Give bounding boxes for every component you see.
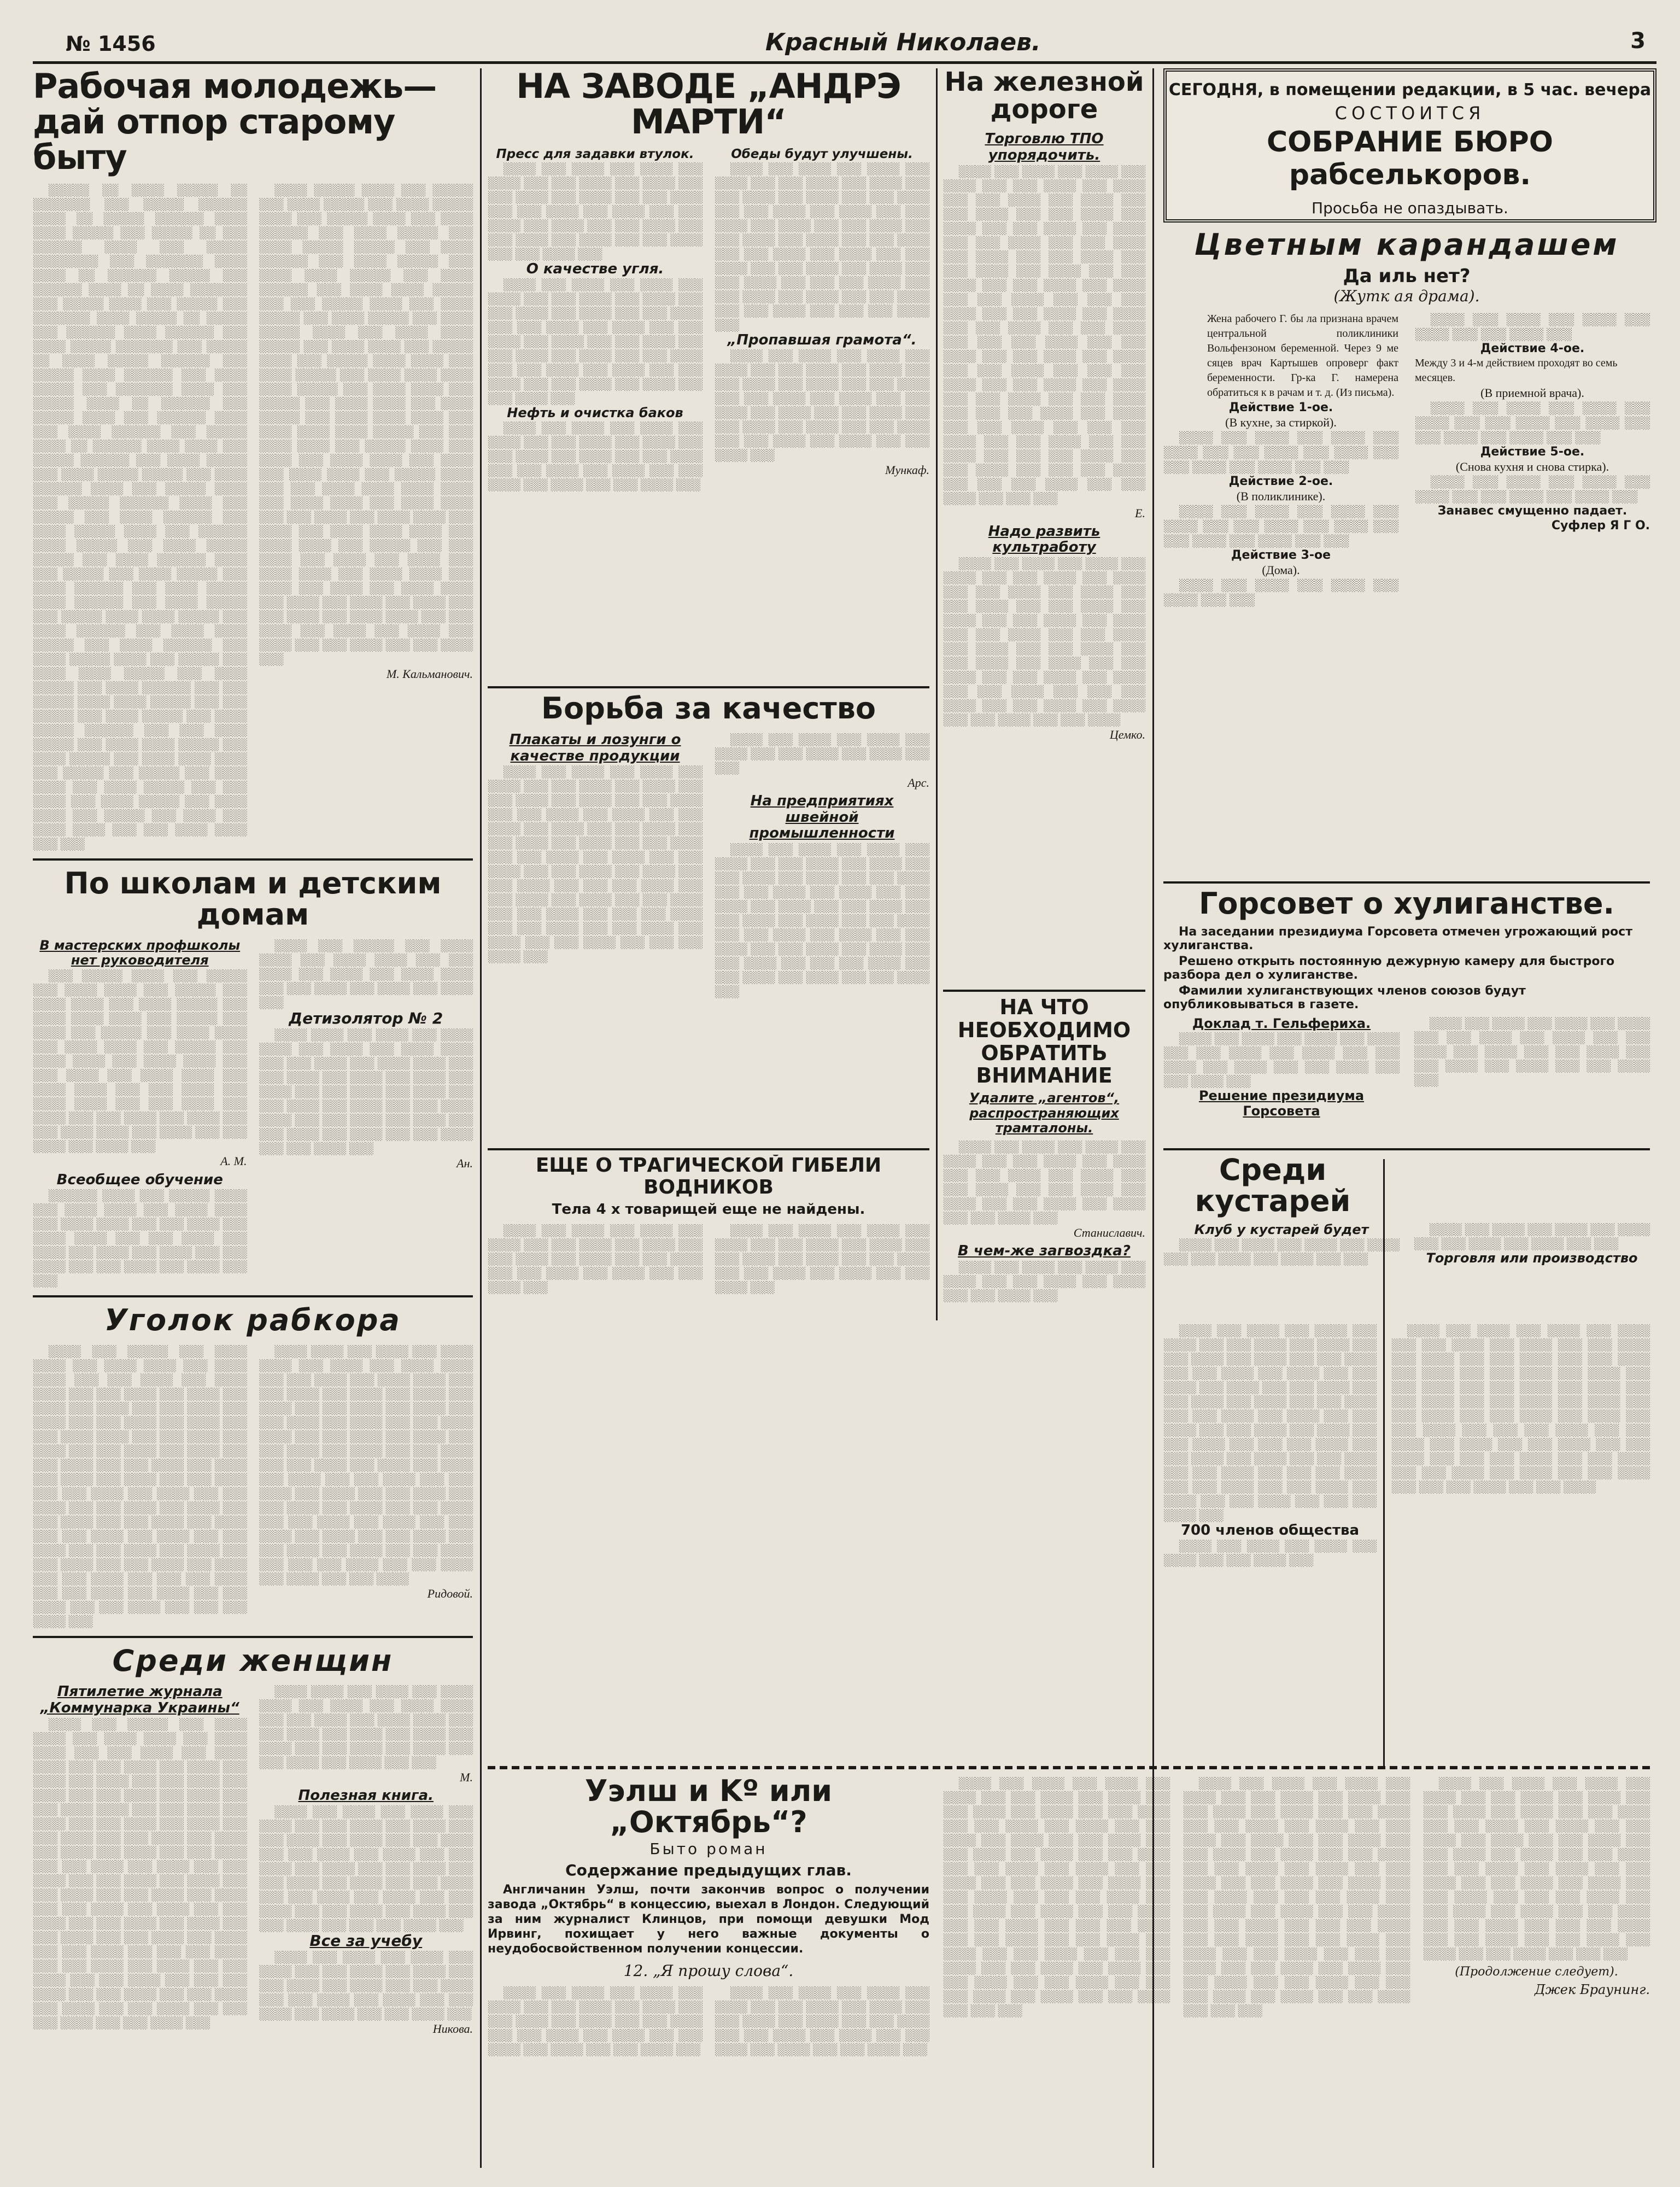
marti-subhead: О качестве угля. [526, 261, 664, 278]
article-text: ░░░░ ░░░░ ░░░ ░░░░ ░░░ ░░░░ ░░░░ ░░░ ░░░░ ░░░ ░░░░ ░░░░ ░░░ ░░░ ░░░░ ░░░ ░░░░ ░░░░ ░░░ ░░░ ░░░░ ░░░ ░░░░ ░░░ ░░░░ ░░░ ░░░░ ░░░ ░░░ ░░░░ ░░░ ░░░░ ░░░ ░░░ ░░░░ ░░░ ░░░░ ░░░ ░░░ [259, 1685, 473, 1769]
article-text: ░░░░ ░░░ ░░░░ ░░░ ░░░░ ░░░ ░░░░ ░░░ ░░░ ░░░░ ░░░ ░░░░ ░░░ ░░░ ░░░░ ░░░ ░░░░ ░░░ ░░░ ░░░░ ░░░ ░░░ ░░░░ ░░░ ░░░░ ░░░ ░░░ ░░░░ ░░░ ░░░░ ░░░ ░░░ ░░░░ ░░░ [943, 1139, 1145, 1224]
play-dialogue: ░░░░ ░░░ ░░░░ ░░░ ░░░░ ░░░ ░░░░ ░░░ ░░░ [1163, 577, 1398, 606]
article-text: ░░░░ ░░░ ░░░░ ░░░ ░░░░ ░░░ ░░░░ ░░░ ░░░ ░░░░ ░░░ ░░░░ ░░░ ░░░ ░░░░ ░░░ ░░░░ ░░░ ░░░ ░░░░ ░░░ ░░░ ░░░░ ░░░ ░░░░ ░░░ ░░░ ░░░░ ░░░ ░░░░ ░░░ ░░░ ░░░░ ░░░ ░░░ ░░░░ ░░░ ░░░░ ░░░ ░░░ ░░░░ ░░░ ░░░ ░░░░ ░░░ ░░░░ ░░░ ░░░ ░░░░ ░░░ ░░░ ░░░░ ░░░ ░░░░ ░░░ ░░░ ░░░░ ░░░ ░░░ ░░░ ░░░░ ░░░ ░░░ ░░░░ ░░░ ░░░░ ░░░ ░░░ ░░░░ ░░░ ░░░ ░░░░ [943, 557, 1145, 727]
play-intro: Жена рабочего Г. бы ла признана врачем центральной поликлиники Вольфензоном беременной. Через 9 ме сяцев врач Картышев опроверг факт беременности. Гр-ка Г. намерена обратиться к в рачам и т. д. (Из письма). [1207, 312, 1398, 399]
masthead [33, 28, 1656, 64]
article-text: ░░░░ ░░░ ░░░░ ░░░ ░░░░ ░░░ ░░░░ ░░░ ░░░ ░░░░ ░░░ ░░░░ ░░░ ░░░ ░░░░ ░░░ [943, 1260, 1145, 1302]
kustari-subhead: Клуб у кустарей будет [1194, 1222, 1369, 1238]
signature: Ридовой. [427, 1586, 473, 1600]
section-rule [1163, 1148, 1650, 1150]
article-text: ░░░ ░░░░░ ░░░░ ░░░ ░░░░░ ░░░ ░░░░ ░░░░ ░░░ ░░░░░ ░░░ ░░░░ ░░░░ ░░░ ░░░░ ░░░░░ ░░░ ░░░░ ░░░░ ░░░░ ░░░ ░░░░░ ░░░ ░░░░ ░░░ ░░░░░ ░░░ ░░░░ ░░░░ ░░░ ░░░░ ░░░░ ░░░ ░░░░░ ░░░ ░░░░ ░░░░ ░░░ ░░░░ ░░░░ ░░░ ░░░ ░░░░ ░░░ ░░░░ ░░░░ ░░░ ░░░░ ░░░░ ░░░ ░░░ ░░░░ ░░░ ░░░░ ░░░░ ░░░ ░░░ ░░░░ ░░░ ░░░░ ░░░ ░░░ ░░░░ ░░░ ░░░░ ░░░ ░░░ ░░░░ ░░░░ ░░░ ░░░░ ░░░ ░░░ ░░░░ ░░░ ░░░░ ░░░ [33, 968, 247, 1153]
play-dialogue: ░░░░ ░░░ ░░░░ ░░░ ░░░░ ░░░ ░░░░ ░░░ ░░░ ░░░░ ░░░ ░░░░ ░░░ ░░░ ░░░░ ░░░ ░░░░ ░░░ ░░░ [1163, 504, 1398, 547]
women-subhead: Все за учебу [309, 1932, 423, 1950]
gorsovet-article [1163, 888, 1650, 1145]
article-text: ░░░░ ░░░░ ░░░ ░░░░ ░░░ ░░░░ ░░░░ ░░░ ░░░░ ░░░ ░░░░ ░░░░ ░░░ ░░░ ░░░░ ░░░ ░░░░ ░░░░ ░░░ ░░░ ░░░░ ░░░ ░░░░ ░░░ ░░░░ ░░░ ░░░░ ░░░ ░░░ ░░░░ ░░░ ░░░░ ░░░ ░░░ ░░░░ ░░░ ░░░░ ░░░ ░░░ ░░░░ ░░░░ ░░░ ░░░ ░░░░ ░░░ ░░░░ ░░░ ░░░ ░░░░ ░░░ ░░░░ ░░░ ░░░ ░░░░ ░░░ ░░░ ░░░░ ░░░ ░░░░ ░░░ ░░░░ ░░░ ░░░░ ░░░ ░░░ ░░░░ ░░░ ░░░ ░░░░ ░░░ ░░░░ ░░░ ░░░ ░░░░ ░░░ ░░░ ░░░░ ░░░ ░░░░ ░░░ ░░░ ░░░░ ░░░ ░░░ ░░░░ ░░░ ░░░░ ░░░ ░░░ ░░░░ ░░░ ░░░░ ░░░ ░░░ ░░░░ ░░░ ░░░ ░░░░ ░░░ ░░░░ ░░░ ░░░ ░░░░ ░░░ ░░░ ░░░ ░░░░ ░░░ ░░░ ░░░░ ░░░ ░░░░ ░░░ ░░░ ░░░░ [259, 1344, 473, 1585]
article-text: ░░░░ ░░░ ░░░░ ░░░ ░░░░ ░░░ ░░░░ ░░░ ░░░ ░░░░ ░░░ ░░░░ ░░░ ░░░ [715, 732, 929, 774]
schools-subhead: В мастерских профшколы нет руководителя [39, 937, 241, 968]
kustari-headline: Среди кустарей [1195, 1155, 1351, 1218]
kustari-right [1391, 1323, 1650, 1711]
pencil-feuilleton [1163, 230, 1650, 880]
gorsovet-headline: Горсовет о хулиганстве. [1198, 888, 1615, 921]
article-text: ░░░░ ░░░ ░░░░░ ░░░ ░░░░ ░░░░ ░░░ ░░░░ ░░░░ ░░░ ░░░░ ░░░░ ░░░ ░░░ ░░░░ ░░░ ░░░░ ░░░░ ░░░ ░░░ ░░░░ ░░░ ░░░░ ░░░ ░░░░ ░░░ ░░░░ ░░░ ░░░ ░░░░ ░░░ ░░░░ ░░░ ░░░ ░░░░ ░░░ ░░░░ ░░░ ░░░ ░░░░ ░░░░ ░░░ ░░░ ░░░░ ░░░ ░░░░ ░░░ ░░░ ░░░░ ░░░ ░░░░ ░░░ ░░░ ░░░░ ░░░ ░░░ ░░░░ ░░░ ░░░░ ░░░ ░░░░ ░░░ ░░░░ ░░░ ░░░ ░░░░ ░░░ ░░░ ░░░░ ░░░ ░░░░ ░░░ ░░░ ░░░░ ░░░ ░░░ ░░░░ ░░░ ░░░░ ░░░ ░░░ ░░░░ ░░░ ░░░ ░░░░ ░░░ ░░░░ ░░░ ░░░ ░░░░ ░░░ ░░░░ ░░░ ░░░ ░░░░ ░░░ ░░░ ░░░░ ░░░ ░░░░ ░░░ ░░░ ░░░░ ░░░ ░░░ ░░░░ ░░░ ░░░░ ░░░ ░░░ ░░░░ ░░░ ░░░ ░░░ ░░░░ ░░░ ░░░ ░░░░ ░░░ ░░░░ ░░░ ░░░ ░░░░ ░░░ ░░░ ░░░░ ░░░ ░░░ ░░░ ░░░░ ░░░ ░░░ ░░░░ ░░░ ░░░ ░░░░ ░░░ ░░░░ ░░░ ░░░ ░░░░ ░░░ ░░░ ░░░ ░░░░ ░░░ ░░░ ░░░░ ░░░ [33, 1717, 247, 2029]
schools-headline: По школам и детским домам [64, 866, 442, 932]
schools-subhead: Всеобщее обучение [56, 1171, 223, 1188]
pencil-headline: Цветным карандашем [1194, 230, 1619, 262]
play-act: Действие 5-ое. [1480, 445, 1585, 459]
article-text: ░░░░ ░░░ ░░░░ ░░░ ░░░░ ░░░ ░░░░ ░░░ ░░░ ░░░░ ░░░ ░░░░ ░░░ ░░░ ░░░░ ░░░ ░░░░ ░░░ ░░░ ░░░░ ░░░ ░░░ ░░░░ ░░░ ░░░░ ░░░ ░░░ ░░░░ ░░░ ░░░░ ░░░ ░░░ ░░░░ ░░░ [259, 1950, 473, 2021]
play-dialogue: ░░░░ ░░░ ░░░░ ░░░ ░░░░ ░░░ ░░░░ ░░░ ░░░ ░░░░ ░░░ [1415, 312, 1650, 341]
article-text: ░░░░ ░░░░░ ░░░░ ░░░ ░░░░░ ░░░ ░░░░ ░░░░░ ░░░ ░░░░ ░░░░░ ░░░░ ░░░ ░░░░░ ░░░░ ░░░ ░░░░ ░░░░░░ ░░░ ░░░░ ░░░░░ ░░░ ░░░░ ░░░░░ ░░░░░ ░░░ ░░░░ ░░░░░░ ░░░ ░░░░ ░░░░░ ░░░ ░░░░ ░░░░ ░░░░░ ░░░ ░░░░ ░░░░░░ ░░░ ░░░░ ░░░░ ░░░░░ ░░░ ░░░ ░░░░░ ░░░░ ░░░ ░░░░ ░░░░░ ░░░ ░░░░ ░░░░░ ░░░ ░░░░ ░░░░░ ░░░░ ░░░ ░░░░ ░░░░ ░░░░░ ░░░ ░░░░ ░░░░ ░░░ ░░░░░ ░░░░ ░░░ ░░░░░ ░░░░ ░░░░ ░░░ ░░░░ ░░░░░ ░░░ ░░░░ ░░░░ ░░░░ ░░░░ ░░░░░ ░░░ ░░░░ ░░░░ ░░░ ░░░░░ ░░░ ░░░░ ░░░░ ░░░ ░░░░ ░░░░░ ░░░ ░░░░ ░░░░ ░░░░ ░░░ ░░░░ ░░░░ ░░░░ ░░░░░ ░░░ ░░░ ░░░░ ░░░░ ░░░ ░░░░░ ░░░░ ░░░ ░░░░ ░░░ ░░░░ ░░░░ ░░░ ░░░░ ░░░ ░░░░ ░░░░ ░░░ ░░░░░ ░░░░ ░░░ ░░░ ░░░░ ░░░░ ░░░░ ░░░░ ░░░ ░░░░ ░░░░ ░░░ ░░░░ ░░░░ ░░░ ░░░ ░░░░ ░░░ ░░░░ ░░░░ ░░░ ░░░░ ░░░ ░░░░ ░░░░ ░░░░ ░░░ ░░░░ ░░░░ ░░░ ░░░░░ ░░░ ░░░ ░░░░ ░░░ ░░░░ ░░░ ░░░░ ░░░ ░░░░ ░░░░ ░░░ ░░░░ ░░░░ ░░░ ░░░░ ░░░ ░░░░ ░░░ ░░░░ ░░░░ ░░░ ░░░░ ░░░ ░░░░ ░░░ ░░░░ ░░░ ░░░ ░░░░ ░░░ ░░░░ ░░░░ ░░░ ░░░ ░░░░ ░░░ ░░░░ ░░░ ░░░░ ░░░ ░░░░ ░░░ ░░░ ░░░░ ░░░ ░░░ ░░░░ ░░░ [259, 183, 473, 666]
gorsovet-lead: На заседании президиума Горсовета отмечен угрожающий рост хулиганства. [1163, 925, 1632, 952]
play-act-place: (Дома). [1262, 563, 1300, 577]
section-rule [488, 1148, 929, 1150]
article-text: ░░░░ ░░░ ░░░░ ░░░ ░░░░ ░░░ ░░░░ ░░░ ░░░ ░░░░ ░░░ ░░░░ ░░░ ░░░ ░░░░ ░░░ ░░░░ ░░░ ░░░ ░░░░ ░░░ ░░░ ░░░░ ░░░ ░░░░ ░░░ ░░░ ░░░░ ░░░ ░░░░ ░░░ ░░░ ░░░░ ░░░ ░░░ ░░░░ ░░░ ░░░░ ░░░ ░░░ ░░░░ ░░░ ░░░ ░░░░ ░░░ ░░░░ ░░░ ░░░ ░░░░ ░░░ ░░░ ░░░░ ░░░ ░░░░ ░░░ ░░░ ░░░░ ░░░ ░░░ ░░░ ░░░░ ░░░ ░░░ ░░░░ ░░░ ░░░░ ░░░ ░░░ ░░░░ ░░░ ░░░ ░░░░ ░░░ ░░░ ░░░ ░░░░ ░░░ ░░░ ░░░░ ░░░ ░░░ ░░░░ ░░░ ░░░░ ░░░ ░░░ ░░░░ ░░░ ░░░ ░░░ ░░░░ ░░░ ░░░ ░░░░ [1391, 1324, 1650, 1493]
kustari-article [1163, 1155, 1650, 1319]
novel-continued [943, 1776, 1650, 2170]
drowned-headline: ЕЩЕ О ТРАГИЧЕСКОЙ ГИБЕЛИ ВОДНИКОВ [535, 1155, 882, 1198]
quality-headline: Борьба за качество [541, 693, 876, 726]
marti-subhead: Пресс для задавки втулок. [496, 147, 694, 162]
quality-subhead: На предприятиях швейной промышленности [749, 792, 895, 842]
article-text: ░░░░ ░░░ ░░░░ ░░░ ░░░░ ░░░ ░░░░ ░░░ ░░░ ░░░░ ░░░ ░░░░ ░░░ ░░░ ░░░░ ░░░ ░░░░ ░░░ ░░░ ░░░░ ░░░ ░░░ ░░░░ ░░░ ░░░░ ░░░ ░░░ ░░░░ ░░░ ░░░░ ░░░ ░░░ ░░░░ ░░░ [715, 1986, 929, 2056]
article-text: ░░░░ ░░░ ░░░░ ░░░ ░░░░ ░░░ ░░░░ ░░░ ░░░ ░░░░ ░░░ ░░░░ ░░░ ░░░ ░░░░ ░░░ ░░░░ ░░░ ░░░ ░░░░ ░░░ ░░░ ░░░░ ░░░ ░░░░ ░░░ ░░░ ░░░░ ░░░ ░░░░ ░░░ ░░░ ░░░░ ░░░ ░░░ ░░░░ ░░░ ░░░░ ░░░ ░░░ ░░░░ ░░░ ░░░ ░░░░ ░░░ ░░░░ ░░░ ░░░ ░░░░ ░░░ ░░░ ░░░░ ░░░ ░░░░ ░░░ ░░░ ░░░░ ░░░ ░░░ ░░░ ░░░░ ░░░ [259, 1805, 473, 1932]
marti-headline: НА ЗАВОДЕ „АНДРЭ МАРТИ“ [516, 68, 901, 142]
article-text: ░░░░ ░░░ ░░░░ ░░░ ░░░░ ░░░ ░░░░ ░░░ ░░░ ░░░░ ░░░ ░░░░ ░░░ ░░░ ░░░░ ░░░ ░░░░ ░░░ ░░░ ░░░░ ░░░ ░░░ ░░░░ ░░░ ░░░░ ░░░ ░░░ ░░░░ ░░░ ░░░░ ░░░ ░░░ ░░░░ ░░░ ░░░ ░░░░ ░░░ ░░░░ ░░░ ░░░ ░░░░ ░░░ ░░░ ░░░░ ░░░ ░░░░ ░░░ ░░░ ░░░░ ░░░ ░░░ ░░░░ ░░░ ░░░░ ░░░ ░░░ ░░░░ ░░░ [488, 278, 703, 405]
gorsovet-subhead: Фамилии хулиганствующих членов союзов будут опубликовываться в газете. [1163, 984, 1526, 1011]
signature: Никова. [432, 2022, 473, 2036]
novel-chapter: 12. „Я прошу слова“. [623, 1962, 794, 1980]
article-text: ░░░░ ░░░ ░░░░ ░░░ ░░░░ ░░░ ░░░░ ░░░ ░░░ ░░░░ ░░░ ░░░░ ░░░ ░░░ ░░░░ ░░░ ░░░░ ░░░ ░░░ ░░░░ ░░░ ░░░ ░░░░ ░░░ ░░░░ ░░░ ░░░ ░░░░ ░░░ ░░░░ ░░░ ░░░ ░░░░ ░░░ [488, 1986, 703, 2056]
play-act: Действие 3-ое [1231, 548, 1331, 562]
attention-subhead: В чем-же загвоздка? [958, 1242, 1131, 1259]
article-text: ░░░░ ░░░ ░░░░░ ░░░ ░░░░ ░░░░ ░░░ ░░░░ ░░░░ ░░░ ░░░░ ░░░░ ░░░ ░░░ ░░░░ ░░░ ░░░░ ░░░░ ░░░ ░░░ ░░░░ ░░░ ░░░░ ░░░ ░░░░ ░░░ ░░░░ ░░░ ░░░ ░░░░ ░░░ ░░░░ ░░░ ░░░ ░░░░ ░░░ ░░░░ ░░░ ░░░ ░░░░ ░░░░ ░░░ ░░░ ░░░░ ░░░ ░░░░ ░░░ ░░░ ░░░░ ░░░ ░░░░ ░░░ ░░░ ░░░░ ░░░ ░░░ ░░░░ ░░░ ░░░░ ░░░ ░░░░ ░░░ ░░░░ ░░░ ░░░ ░░░░ ░░░ ░░░ ░░░░ ░░░ ░░░░ ░░░ ░░░ ░░░░ ░░░ ░░░ ░░░░ ░░░ ░░░░ ░░░ ░░░ ░░░░ ░░░ ░░░ ░░░░ ░░░ ░░░░ ░░░ ░░░ ░░░░ ░░░ ░░░░ ░░░ ░░░ ░░░░ ░░░ ░░░ ░░░░ ░░░ ░░░░ ░░░ ░░░ ░░░░ ░░░ ░░░ ░░░░ ░░░ ░░░░ ░░░ ░░░ ░░░░ ░░░ ░░░ ░░░ ░░░░ ░░░ ░░░ ░░░░ ░░░ ░░░░ ░░░ ░░░ ░░░░ ░░░ ░░░ ░░░░ ░░░ ░░░ ░░░ ░░░░ ░░░ [33, 1344, 247, 1628]
women-subhead: Полезная книга. [298, 1787, 434, 1804]
notice-line2: СОСТОИТСЯ [1334, 103, 1485, 124]
article-text: ░░░░ ░░░ ░░░░ ░░░ ░░░░ ░░░ ░░░░ ░░░ ░░░ ░░░░ ░░░ ░░░░ ░░░ ░░░ ░░░░ ░░░ ░░░░ ░░░ ░░░ ░░░░ ░░░ ░░░ ░░░░ ░░░ ░░░░ ░░░ ░░░ ░░░░ ░░░ ░░░░ ░░░ ░░░ ░░░░ ░░░ ░░░ ░░░░ ░░░ ░░░░ ░░░ ░░░ ░░░░ ░░░ ░░░ ░░░░ ░░░ ░░░░ ░░░ ░░░ ░░░░ ░░░ [715, 349, 929, 462]
play-act-place: (В кухне, за стиркой). [1225, 415, 1337, 429]
section-rule [488, 686, 929, 688]
kustari-continued [1163, 1323, 1377, 1711]
signature: М. Кальманович. [386, 667, 473, 681]
section-rule [943, 990, 1145, 992]
play-act: Действие 2-ое. [1228, 474, 1333, 488]
marti-subhead: Обеды будут улучшены. [731, 147, 913, 162]
article-text: ░░░░ ░░░ ░░░░ ░░░ ░░░░ ░░░ ░░░░ ░░░ ░░░ ░░░░ ░░░ ░░░░ ░░░ ░░░ [1414, 1223, 1650, 1250]
article-text: ░░░░ ░░░ ░░░░░ ░░░ ░░░░ ░░░░ ░░░ ░░░░ ░░░░ ░░░ ░░░ ░░░░ ░░░ ░░░░ ░░░ ░░░░ ░░░░ ░░░ ░░░ ░░░░ ░░░ ░░░░ ░░░ ░░░░ ░░░ [259, 938, 473, 1009]
signature: Станиславич. [1073, 1225, 1145, 1239]
marti-subhead: Нефть и очистка баков [507, 405, 683, 421]
novel-article [488, 1776, 929, 2170]
signature: Цемко. [1109, 728, 1145, 742]
left-column [33, 68, 473, 2173]
article-text: ░░░░ ░░░ ░░░░ ░░░ ░░░░ ░░░ ░░░░ ░░░ ░░░ ░░░░ ░░░ ░░░░ ░░░ ░░░ ░░░░ ░░░ ░░░░ ░░░ ░░░ ░░░░ ░░░ ░░░ ░░░░ ░░░ [1163, 1031, 1400, 1087]
signature: Арс. [908, 775, 929, 790]
article-text: ░░░░░░ ░░░░ ░░░ ░░░░░ ░░░░ ░░░ ░░░░ ░░░░ ░░░ ░░░░ ░░░░ ░░░ ░░░░ ░░░░ ░░░ ░░░ ░░░░ ░░░ ░░░░ ░░░░ ░░░ ░░░ ░░░░ ░░░ ░░░░ ░░░ ░░░░ ░░░ ░░░░ ░░░ ░░░ ░░░░ ░░░ ░░░ ░░░░ ░░░ ░░░░ ░░░ ░░░ [33, 1188, 247, 1287]
quality-article [488, 693, 929, 1147]
kustari-subhead: Торговля или производство [1426, 1250, 1638, 1266]
drowned-article [488, 1155, 929, 1319]
play-between: Между 3 и 4-м действием проходят во семь месяцев. [1415, 356, 1618, 384]
novel-genre: Быто роман [649, 1840, 768, 1858]
schools-subhead: Детизолятор № 2 [289, 1009, 443, 1027]
quality-subhead: Плакаты и лозунги о качестве продукции [509, 731, 681, 764]
play-prompter: Суфлер Я Г О. [1551, 518, 1650, 533]
play-act-place: (В поликлинике). [1236, 489, 1326, 503]
attention-headline: НА ЧТО НЕОБХОДИМО ОБРАТИТЬ ВНИМАНИЕ [957, 996, 1131, 1088]
column-rule [936, 68, 938, 1320]
issue-number: № 1456 [66, 32, 156, 56]
article-text: ░░░░ ░░░ ░░░░ ░░░ ░░░░ ░░░ ░░░░ ░░░ ░░░ ░░░░ ░░░ ░░░░ ░░░ ░░░ ░░░░ ░░░ ░░░░ ░░░ ░░░ ░░░░ ░░░ ░░░ ░░░░ ░░░ ░░░░ ░░░ ░░░ ░░░░ ░░░ ░░░░ ░░░ ░░░ ░░░░ ░░░ ░░░ ░░░░ ░░░ ░░░░ ░░░ ░░░ ░░░░ ░░░ ░░░ ░░░░ ░░░ ░░░░ ░░░ ░░░ ░░░░ ░░░ ░░░ ░░░░ ░░░ ░░░░ ░░░ ░░░ ░░░░ ░░░ ░░░ ░░░ ░░░░ ░░░ ░░░ ░░░░ ░░░ ░░░░ ░░░ ░░░ ░░░░ ░░░ ░░░ ░░░░ ░░░ ░░░ ░░░ ░░░░ ░░░ ░░░ ░░░░ ░░░ ░░░ ░░░░ ░░░ ░░░░ ░░░ ░░░ ░░░░ ░░░ ░░░ ░░░ ░░░░ ░░░ [488, 765, 703, 963]
kustari-subhead: 700 членов общества [1180, 1522, 1360, 1539]
play-dialogue: ░░░░ ░░░ ░░░░ ░░░ ░░░░ ░░░ ░░░░ ░░░ ░░░ ░░░░ ░░░ ░░░░ ░░░ [1415, 474, 1650, 503]
article-text: ░░░░ ░░░ ░░░░ ░░░ ░░░░ ░░░ ░░░░ ░░░ ░░░ ░░░░ ░░░ ░░░░ ░░░ ░░░ ░░░░ ░░░ ░░░░ ░░░ ░░░ ░░░░ ░░░ ░░░ ░░░░ ░░░ ░░░░ ░░░ ░░░ ░░░░ ░░░ ░░░░ ░░░ ░░░ ░░░░ ░░░ ░░░ ░░░░ ░░░ ░░░░ ░░░ ░░░ ░░░░ ░░░ ░░░ ░░░░ ░░░ ░░░░ ░░░ ░░░ ░░░░ ░░░ ░░░ ░░░░ ░░░ ░░░░ ░░░ ░░░ ░░░░ ░░░ ░░░ ░░░ ░░░░ ░░░ ░░░ ░░░░ ░░░ ░░░░ ░░░ ░░░ ░░░░ ░░░ ░░░ ░░░░ ░░░ ░░░ ░░░ ░░░░ ░░░ ░░░ ░░░░ ░░░ ░░░ ░░░░ ░░░ ░░░░ ░░░ ░░░ ░░░░ ░░░ ░░░ ░░░ ░░░░ ░░░ ░░░ ░░░░ ░░░ ░░░░ ░░░ ░░░ ░░░░ ░░░ ░░░ ░░░░ ░░░ ░░░ ░░░ ░░░░ ░░░ ░░░░ ░░░ ░░░ ░░░░ ░░░ ░░░ ░░░ [1183, 1776, 1410, 2017]
article-text: ░░░░░ ░░ ░░░░ ░░░░░ ░░ ░░░░░░░ ░░░ ░░░░░ ░░░░░░ ░░░░ ░░ ░░░░░ ░░░░░░ ░░░░ ░░░░ ░░░░░ ░░░ ░░░░░ ░░ ░░░ ░░░░░░ ░░░░ ░░░ ░░░░░ ░░░░░░░░ ░░░ ░░░░░░░ ░░░░ ░░░░ ░░ ░░░░░░ ░░░░░ ░░░ ░░░░░░ ░░░░ ░░ ░░░░ ░░░░░░░ ░░░ ░░░░░ ░░░░ ░░░ ░░░░░ ░░░ ░░░░░░░ ░░░░ ░░░░░ ░░ ░░░░░ ░░░ ░░░░░░ ░░░░ ░░░░░░ ░░░ ░░░░ ░░░░░ ░░░░░░░ ░░░ ░░░░░ ░░ ░░░░ ░░░░░ ░░░░░░ ░░░ ░░░░░ ░░░░ ░░░░░░ ░░░ ░░░░ ░░░░░ ░░░ ░░░░░░░ ░░░░ ░░░ ░░░░░ ░░░░ ░░ ░░░░░░ ░░░ ░░░░░ ░░░░ ░░░ ░░░░░░ ░░░░ ░░░ ░░░░ ░░░░░░ ░░░ ░░░░░ ░░░░ ░░ ░░░░░░ ░░░░ ░░░░ ░░░ ░░░░░ ░░░░░░ ░░░ ░░░░ ░░░░░ ░░░ ░░░░ ░░░░░ ░░░░░ ░░░ ░░░░ ░░░░░░ ░░░░ ░░░ ░░░░░ ░░░░ ░░░ ░░░░░ ░░░░░░ ░░░░ ░░░ ░░░░░ ░░░ ░░░░ ░░░░░░ ░░░ ░░░░ ░░░░░ ░░░░ ░░░ ░░░░░░ ░░░░ ░░░░░ ░░░ ░░░░ ░░░░░ ░░░░░ ░░░ ░░░░ ░░░░░░ ░░░░ ░░░ ░░░░░ ░░░ ░░░░ ░░░░░ ░░░ ░░░░ ░░░░░░ ░░░ ░░░░ ░░░░░ ░░░░ ░░░░░░ ░░░ ░░░░ ░░░░░ ░░░ ░░░░░ ░░░░ ░░░░ ░░░░░ ░░░ ░░░░ ░░░░░░ ░░░ ░░░░ ░░░░ ░░░░░ ░░░ ░░░░ ░░░░░░ ░░░ ░░░░ ░░░░░ ░░░░ ░░░ ░░░░░ ░░░ ░░░░ ░░░░ ░░░░░ ░░░ ░░░░ ░░░░░ ░░░ ░░░░ ░░░░░░ ░░░ ░░░ ░░░░░ ░░░░ ░░░░ ░░░░░ ░░░ ░░░ ░░░░░ ░░░ ░░░░ ░░░░░ ░░░ ░░░░ ░░░░░ ░░░░░░ ░░░ ░░░ ░░░░ ░░░░░ ░░░ ░░░░ ░░░░ ░░░░░ ░░░ ░░░░ ░░░░░ ░░░ ░░░░ ░░░░ ░░░░ ░░░ ░░░░░ ░░░ ░░░░░ ░░░ ░░░░ ░░░░ ░░░ ░░░░ ░░░░░ ░░░ ░░░ ░░░░ ░░░ ░░░░ ░░░░░ ░░░ ░░░░ ░░░░ ░░░ ░░░░░ ░░░ ░░░░ ░░░ ░░░░ ░░░░ ░░░ ░░░ ░░░░ ░░░░ ░░░ ░░░ [33, 183, 247, 851]
play-act: Действие 1-ое. [1228, 400, 1333, 414]
drowned-subhead: Тела 4 х товарищей еще не найдены. [552, 1201, 865, 1218]
notice-line3: СОБРАНИЕ БЮРО рабселькоров. [1266, 126, 1553, 191]
signature: Мункаф. [885, 463, 929, 477]
paper-name: Красный Николаев. [765, 28, 1041, 56]
page-number: 3 [1630, 28, 1646, 54]
article-text: ░░░░ ░░░ ░░░░ ░░░ ░░░░ ░░░ ░░░░ ░░░ ░░░ ░░░░ ░░░ ░░░░ ░░░ ░░░ ░░░░ ░░░ ░░░░ ░░░ ░░░ ░░░░ ░░░ ░░░ ░░░░ ░░░ ░░░░ ░░░ ░░░ ░░░░ ░░░ ░░░░ ░░░ ░░░ ░░░░ ░░░ ░░░ ░░░░ ░░░ ░░░░ ░░░ ░░░ ░░░░ ░░░ ░░░ ░░░░ ░░░ ░░░░ ░░░ ░░░ ░░░░ ░░░ ░░░ ░░░░ ░░░ ░░░░ ░░░ ░░░ ░░░░ ░░░ ░░░ ░░░ ░░░░ ░░░ ░░░ ░░░░ ░░░ ░░░░ ░░░ ░░░ ░░░░ ░░░ ░░░ ░░░░ ░░░ ░░░ ░░░ ░░░░ ░░░ ░░░ ░░░░ ░░░ ░░░ ░░░░ ░░░ ░░░░ ░░░ ░░░ ░░░░ ░░░ ░░░ ░░░ ░░░░ ░░░ ░░░ ░░░░ ░░░ ░░░░ ░░░ ░░░ ░░░░ ░░░ ░░░ ░░░░ ░░░ ░░░ ░░░ ░░░░ ░░░ ░░░░ ░░░ ░░░ ░░░░ ░░░ ░░░ ░░░ [943, 1776, 1170, 2017]
play-dialogue: ░░░░ ░░░ ░░░░ ░░░ ░░░░ ░░░ ░░░░ ░░░ ░░░ ░░░░ ░░░ ░░░░ ░░░ ░░░ ░░░░ ░░░ ░░░░ ░░░ ░░░ [1415, 400, 1650, 444]
novel-author: Джек Браунинг. [1534, 1982, 1650, 1997]
railway-headline: На железной дороге [944, 68, 1144, 125]
signature: Е. [1135, 506, 1145, 520]
signature: А. М. [220, 1154, 247, 1168]
marti-subhead: „Пропавшая грамота“. [727, 332, 917, 349]
railway-article [943, 68, 1145, 987]
gorsovet-subhead: Решено открыть постоянную дежурную камеру для быстрого разбора дел о хулиганстве. [1163, 954, 1615, 982]
notice-line4: Просьба не опаздывать. [1312, 199, 1508, 217]
play-finale: Занавес смущенно падает. [1437, 504, 1628, 518]
section-rule [488, 1766, 1650, 1769]
column-rule [480, 68, 482, 2168]
women-subhead: Пятилетие журнала „Коммунарка Украины“ [40, 1683, 239, 1717]
play-title: Да иль нет? [1343, 265, 1471, 287]
article-text: ░░░░ ░░░ ░░░░ ░░░ ░░░░ ░░░ ░░░░ ░░░ ░░░ ░░░░ ░░░ ░░░░ ░░░ ░░░ ░░░░ ░░░ ░░░░ ░░░ ░░░ ░░░░ ░░░ ░░░ ░░░░ ░░░ ░░░░ ░░░ ░░░ ░░░░ ░░░ ░░░░ ░░░ ░░░ ░░░░ ░░░ ░░░ ░░░░ ░░░ ░░░░ ░░░ ░░░ ░░░░ ░░░ ░░░ ░░░░ ░░░ ░░░░ ░░░ ░░░ ░░░░ ░░░ ░░░ ░░░░ ░░░ ░░░░ ░░░ ░░░ ░░░░ ░░░ ░░░ ░░░ ░░░░ ░░░ ░░░ ░░░░ ░░░ ░░░░ ░░░ ░░░ ░░░░ ░░░ ░░░ ░░░░ ░░░ ░░░ ░░░ ░░░░ ░░░ ░░░ ░░░░ ░░░ ░░░ ░░░░ ░░░ ░░░░ ░░░ ░░░ ░░░░ ░░░ ░░░ ░░░ ░░░░ ░░░ [1163, 1324, 1377, 1522]
marti-article [488, 68, 929, 686]
article-text: ░░░░ ░░░ ░░░░ ░░░ ░░░░ ░░░ ░░░░ ░░░ ░░░ ░░░░ ░░░ ░░░░ ░░░ ░░░ ░░░░ ░░░ ░░░░ ░░░ ░░░ ░░░░ ░░░ ░░░ ░░░░ ░░░ ░░░░ ░░░ ░░░ ░░░░ ░░░ ░░░░ ░░░ ░░░ ░░░░ ░░░ ░░░ ░░░░ ░░░ ░░░░ ░░░ ░░░ ░░░░ ░░░ ░░░ ░░░░ ░░░ [488, 162, 703, 261]
play-genre: (Жутк ая драма). [1333, 286, 1480, 305]
article-text: ░░░░ ░░░ ░░░░ ░░░ ░░░░ ░░░ ░░░░ ░░░ ░░░ ░░░░ ░░░ ░░░░ ░░░ ░░░ ░░░░ ░░░ ░░░░ ░░░ ░░░ ░░░░ ░░░ ░░░ ░░░░ ░░░ ░░░░ ░░░ ░░░ ░░░░ ░░░ ░░░░ ░░░ ░░░ ░░░░ ░░░ [488, 421, 703, 492]
meeting-notice [1163, 68, 1656, 223]
youth-headline: Рабочая молодежь—дай отпор старому быту [33, 68, 437, 178]
article-text: ░░░░ ░░░ ░░░░ ░░░ ░░░░ ░░░ ░░░░ ░░░ ░░░ ░░░░ ░░░ ░░░░ ░░░ ░░░ ░░░░ ░░░ ░░░░ ░░░ ░░░ ░░░░ ░░░ ░░░ ░░░░ ░░░ ░░░░ ░░░ ░░░ ░░░░ ░░░ ░░░░ ░░░ ░░░ ░░░░ ░░░ ░░░ ░░░░ ░░░ ░░░░ ░░░ ░░░ ░░░░ ░░░ ░░░ ░░░░ ░░░ ░░░░ ░░░ ░░░ ░░░░ ░░░ ░░░ ░░░░ ░░░ ░░░░ ░░░ ░░░ ░░░░ ░░░ ░░░ ░░░ ░░░░ ░░░ ░░░ ░░░░ ░░░ ░░░░ ░░░ ░░░ ░░░░ ░░░ [715, 843, 929, 998]
attention-subhead: Удалите „агентов“, распространяющих трамталоны. [969, 1090, 1120, 1136]
article-text: ░░░░ ░░░░ ░░░ ░░░░ ░░░ ░░░░ ░░░░ ░░░ ░░░░ ░░░ ░░░░ ░░░░ ░░░ ░░░ ░░░░ ░░░ ░░░░ ░░░░ ░░░ ░░░ ░░░░ ░░░ ░░░░ ░░░ ░░░░ ░░░ ░░░░ ░░░ ░░░ ░░░░ ░░░ ░░░░ ░░░ ░░░ ░░░░ ░░░ ░░░░ ░░░ ░░░ ░░░░ ░░░░ ░░░ ░░░ ░░░░ ░░░ ░░░░ ░░░ ░░░ ░░░░ ░░░ ░░░░ ░░░ ░░░ ░░░░ ░░░ ░░░ ░░░░ ░░░ [259, 1027, 473, 1155]
article-text: ░░░░ ░░░ ░░░░ ░░░ ░░░░ ░░░ ░░░░ ░░░ ░░░ ░░░░ ░░░ ░░░░ ░░░ ░░░ ░░░░ ░░░ ░░░░ ░░░ ░░░ ░░░░ ░░░ ░░░ ░░░░ ░░░ ░░░░ ░░░ ░░░ ░░░░ ░░░ [715, 1224, 929, 1294]
gorsovet-subhead: Доклад т. Гельфериха. [1192, 1015, 1371, 1031]
article-text: ░░░░ ░░░ ░░░░ ░░░ ░░░░ ░░░ ░░░░ ░░░ ░░░ ░░░░ ░░░ ░░░░ ░░░ ░░░ ░░░░ ░░░ ░░░░ ░░░ ░░░ ░░░░ ░░░ ░░░ ░░░░ ░░░ ░░░░ ░░░ ░░░ ░░░░ ░░░ [1414, 1016, 1650, 1086]
novel-continued-note: (Продолжение следует). [1455, 1965, 1618, 1979]
novel-headline: Уэлш и Kº или „Октябрь“? [584, 1776, 833, 1839]
article-text: ░░░░ ░░░ ░░░░ ░░░ ░░░░ ░░░ ░░░░ ░░░ ░░░ ░░░░ ░░░ ░░░░ ░░░ ░░░ ░░░░ ░░░ ░░░░ ░░░ ░░░ ░░░░ ░░░ ░░░ ░░░░ ░░░ ░░░░ ░░░ ░░░ ░░░░ ░░░ ░░░░ ░░░ ░░░ ░░░░ ░░░ ░░░ ░░░░ ░░░ ░░░░ ░░░ ░░░ ░░░░ ░░░ ░░░ ░░░░ ░░░ ░░░░ ░░░ ░░░ ░░░░ ░░░ ░░░ ░░░░ ░░░ ░░░░ ░░░ ░░░ ░░░░ ░░░ ░░░ ░░░ ░░░░ ░░░ ░░░ ░░░░ ░░░ ░░░░ ░░░ ░░░ ░░░░ ░░░ ░░░ ░░░░ ░░░ ░░░ ░░░ ░░░░ ░░░ [715, 162, 929, 332]
article-text: ░░░░ ░░░ ░░░░ ░░░ ░░░░ ░░░ ░░░░ ░░░ ░░░ ░░░░ ░░░ ░░░░ ░░░ ░░░ ░░░░ ░░░ ░░░░ ░░░ ░░░ ░░░░ ░░░ ░░░ ░░░░ ░░░ ░░░░ ░░░ ░░░ ░░░░ ░░░ ░░░░ ░░░ ░░░ ░░░░ ░░░ ░░░ ░░░░ ░░░ ░░░░ ░░░ ░░░ ░░░░ ░░░ ░░░ ░░░░ ░░░ ░░░░ ░░░ ░░░ ░░░░ ░░░ ░░░ ░░░░ ░░░ ░░░░ ░░░ ░░░ ░░░░ ░░░ ░░░ ░░░ ░░░░ ░░░ ░░░ ░░░░ ░░░ ░░░░ ░░░ ░░░ ░░░░ ░░░ ░░░ ░░░░ ░░░ ░░░ ░░░ ░░░░ ░░░ ░░░ ░░░░ ░░░ ░░░ ░░░░ ░░░ ░░░░ ░░░ ░░░ ░░░░ ░░░ ░░░ ░░░ ░░░░ ░░░ ░░░ ░░░░ ░░░ ░░░░ ░░░ ░░░ ░░░░ ░░░ ░░░ ░░░░ ░░░ ░░░ ░░░ ░░░░ ░░░ ░░░░ ░░░ ░░░ ░░░░ ░░░ ░░░ ░░░ ░░░░ ░░░ ░░░ ░░░░ ░░░ ░░░ ░░░░ ░░░ ░░░ ░░░ ░░░░ ░░░ ░░░ ░░░░ ░░░ ░░░ ░░░ ░░░░ ░░░ ░░░ ░░░ ░░░░ ░░░ ░░░ ░░░░ ░░░ ░░░ ░░░ [943, 164, 1145, 505]
play-dialogue: ░░░░ ░░░ ░░░░ ░░░ ░░░░ ░░░ ░░░░ ░░░ ░░░ ░░░░ ░░░ ░░░░ ░░░ ░░░ ░░░░ ░░░ ░░░░ ░░░ ░░░ [1163, 430, 1398, 473]
article-text: ░░░░ ░░░ ░░░░ ░░░ ░░░░ ░░░ ░░░░ ░░░ ░░░ ░░░░ ░░░ [1163, 1539, 1377, 1566]
signature: Ан. [456, 1156, 473, 1170]
article-text: ░░░░ ░░░ ░░░░ ░░░ ░░░░ ░░░ ░░░░ ░░░ ░░░ ░░░░ ░░░ ░░░░ ░░░ ░░░ [1163, 1238, 1400, 1266]
notice-line1: СЕГОДНЯ, в помещении редакции, в 5 час. вечера [1168, 80, 1652, 100]
play-act: Действие 4-ое. [1480, 341, 1585, 355]
novel-summary: Англичанин Уэлш, почти закончив вопрос о получении завода „Октябрь“ в концессию, выехал в Лондон. Следующий за ним журналист Клинцов, при помощи девушки Мод Ирвинг, похищает у него важные документы о неудобосвойственном получении концессии. [488, 1883, 929, 1956]
novel-summary-title: Содержание предыдущих глав. [565, 1861, 852, 1880]
signature: М. [460, 1770, 473, 1785]
women-headline: Среди женщин [112, 1643, 394, 1678]
railway-subhead: Торговлю ТПО упорядочить. [985, 130, 1104, 163]
gorsovet-subhead: Решение президиума Горсовета [1198, 1087, 1365, 1119]
attention-article [943, 996, 1145, 1319]
play-act-place: (Снова кухня и снова стирка). [1455, 459, 1609, 473]
section-rule [1163, 881, 1650, 884]
rabkor-headline: Уголок рабкора [104, 1302, 401, 1337]
railway-subhead: Надо развить культработу [988, 523, 1101, 556]
article-text: ░░░░ ░░░ ░░░░ ░░░ ░░░░ ░░░ ░░░░ ░░░ ░░░ ░░░░ ░░░ ░░░░ ░░░ ░░░ ░░░░ ░░░ ░░░░ ░░░ ░░░ ░░░░ ░░░ ░░░ ░░░░ ░░░ ░░░░ ░░░ ░░░ ░░░░ ░░░ ░░░░ ░░░ ░░░ ░░░░ ░░░ ░░░ ░░░░ ░░░ ░░░░ ░░░ ░░░ ░░░░ ░░░ ░░░ ░░░░ ░░░ ░░░░ ░░░ ░░░ ░░░░ ░░░ ░░░ ░░░░ ░░░ ░░░░ ░░░ ░░░ ░░░░ ░░░ ░░░ ░░░ ░░░░ ░░░ ░░░ ░░░░ ░░░ ░░░░ ░░░ ░░░ ░░░░ ░░░ ░░░ ░░░░ ░░░ ░░░ ░░░ ░░░░ ░░░ ░░░ ░░░░ ░░░ ░░░ ░░░░ ░░░ ░░░░ ░░░ ░░░ ░░░░ ░░░ ░░░ ░░░ [1423, 1776, 1650, 1960]
play-act-place: (В приемной врача). [1480, 385, 1584, 400]
article-text: ░░░░ ░░░ ░░░░ ░░░ ░░░░ ░░░ ░░░░ ░░░ ░░░ ░░░░ ░░░ ░░░░ ░░░ ░░░ ░░░░ ░░░ ░░░░ ░░░ ░░░ ░░░░ ░░░ ░░░ ░░░░ ░░░ ░░░░ ░░░ ░░░ ░░░░ ░░░ [488, 1224, 703, 1294]
